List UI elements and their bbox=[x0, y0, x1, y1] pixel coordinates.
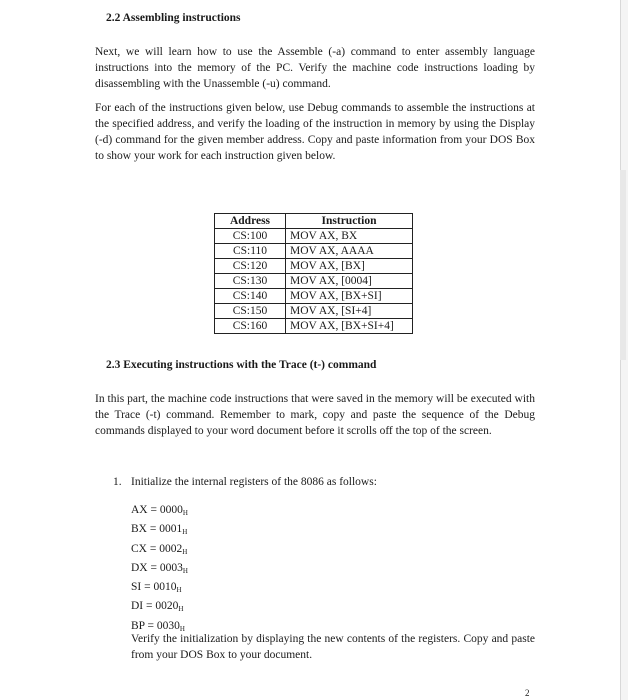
register-bp: BP = $0030_H$ bbox=[131, 619, 185, 633]
instruction-cell: MOV AX, [BX+SI] bbox=[286, 289, 413, 304]
section-2-2-paragraph-2: For each of the instructions given below, use Debug commands to assemble the instructions at the specified address, and verify the loading of the instruction in memory by using the Display (-d) command for the given member address. Copy and paste information from your DOS Box to show your work for each instruction given below. bbox=[95, 102, 535, 162]
instruction-column-header: Instruction bbox=[286, 214, 413, 229]
section-2-3-heading: 2.3 Executing instructions with the Trace (t-) command bbox=[106, 359, 377, 371]
table-row bbox=[215, 319, 413, 334]
table-row bbox=[215, 304, 413, 319]
address-column-header: Address bbox=[215, 214, 286, 229]
instruction-cell: MOV AX, [BX] bbox=[286, 259, 413, 274]
register-dx: DX = $0003_H$ bbox=[131, 561, 188, 575]
table-row bbox=[215, 289, 413, 304]
register-list bbox=[131, 502, 188, 637]
section-2-3-paragraph-1: In this part, the machine code instructions that were saved in the memory will be executed with the Trace (-t) command. Remember to mark, copy and paste the sequence of the Debug commands displayed to your word document before it scrolls off the top of the screen. bbox=[95, 393, 535, 437]
table-row bbox=[215, 244, 413, 259]
page-number: 2 bbox=[525, 688, 530, 698]
address-cell: CS:110 bbox=[215, 244, 286, 259]
list-item-text: Initialize the internal registers of the 8086 as follows: bbox=[131, 476, 377, 488]
instruction-cell: MOV AX, BX bbox=[286, 229, 413, 244]
register-ax: AX = $0000_H$ bbox=[131, 504, 188, 517]
section-2-2-paragraph-1: Next, we will learn how to use the Assemble (-a) command to enter assembly language instructions into the memory of the PC. Verify the machine code instructions loading by disassembling with the Unassemble (-u) command. bbox=[95, 46, 535, 90]
register-di: DI = $0020_H$ bbox=[131, 600, 184, 614]
scrollbar[interactable] bbox=[620, 170, 626, 360]
address-cell: CS:140 bbox=[215, 289, 286, 304]
table-row bbox=[215, 229, 413, 244]
list-item bbox=[113, 476, 377, 488]
address-cell: CS:150 bbox=[215, 304, 286, 319]
section-2-3-paragraph-2: Verify the initialization by displaying the new contents of the registers. Copy and paste from your DOS Box to your document. bbox=[131, 633, 535, 661]
list-item-number: 1. bbox=[113, 476, 122, 488]
table-row bbox=[215, 274, 413, 289]
table-row bbox=[215, 259, 413, 274]
section-2-2-heading: 2.2 Assembling instructions bbox=[106, 12, 241, 24]
instruction-cell: MOV AX, [BX+SI+4] bbox=[286, 319, 413, 334]
register-bx: BX = $0001_H$ bbox=[131, 523, 188, 537]
address-cell: CS:160 bbox=[215, 319, 286, 334]
address-cell: CS:130 bbox=[215, 274, 286, 289]
address-cell: CS:100 bbox=[215, 229, 286, 244]
address-cell: CS:120 bbox=[215, 259, 286, 274]
instruction-cell: MOV AX, AAAA bbox=[286, 244, 413, 259]
register-cx: CX = $0002_H$ bbox=[131, 542, 188, 556]
instruction-table bbox=[214, 213, 413, 334]
instruction-cell: MOV AX, [SI+4] bbox=[286, 304, 413, 319]
instruction-cell: MOV AX, [0004] bbox=[286, 274, 413, 289]
table-header-row bbox=[215, 214, 413, 229]
register-si: SI = $0010_H$ bbox=[131, 581, 182, 595]
